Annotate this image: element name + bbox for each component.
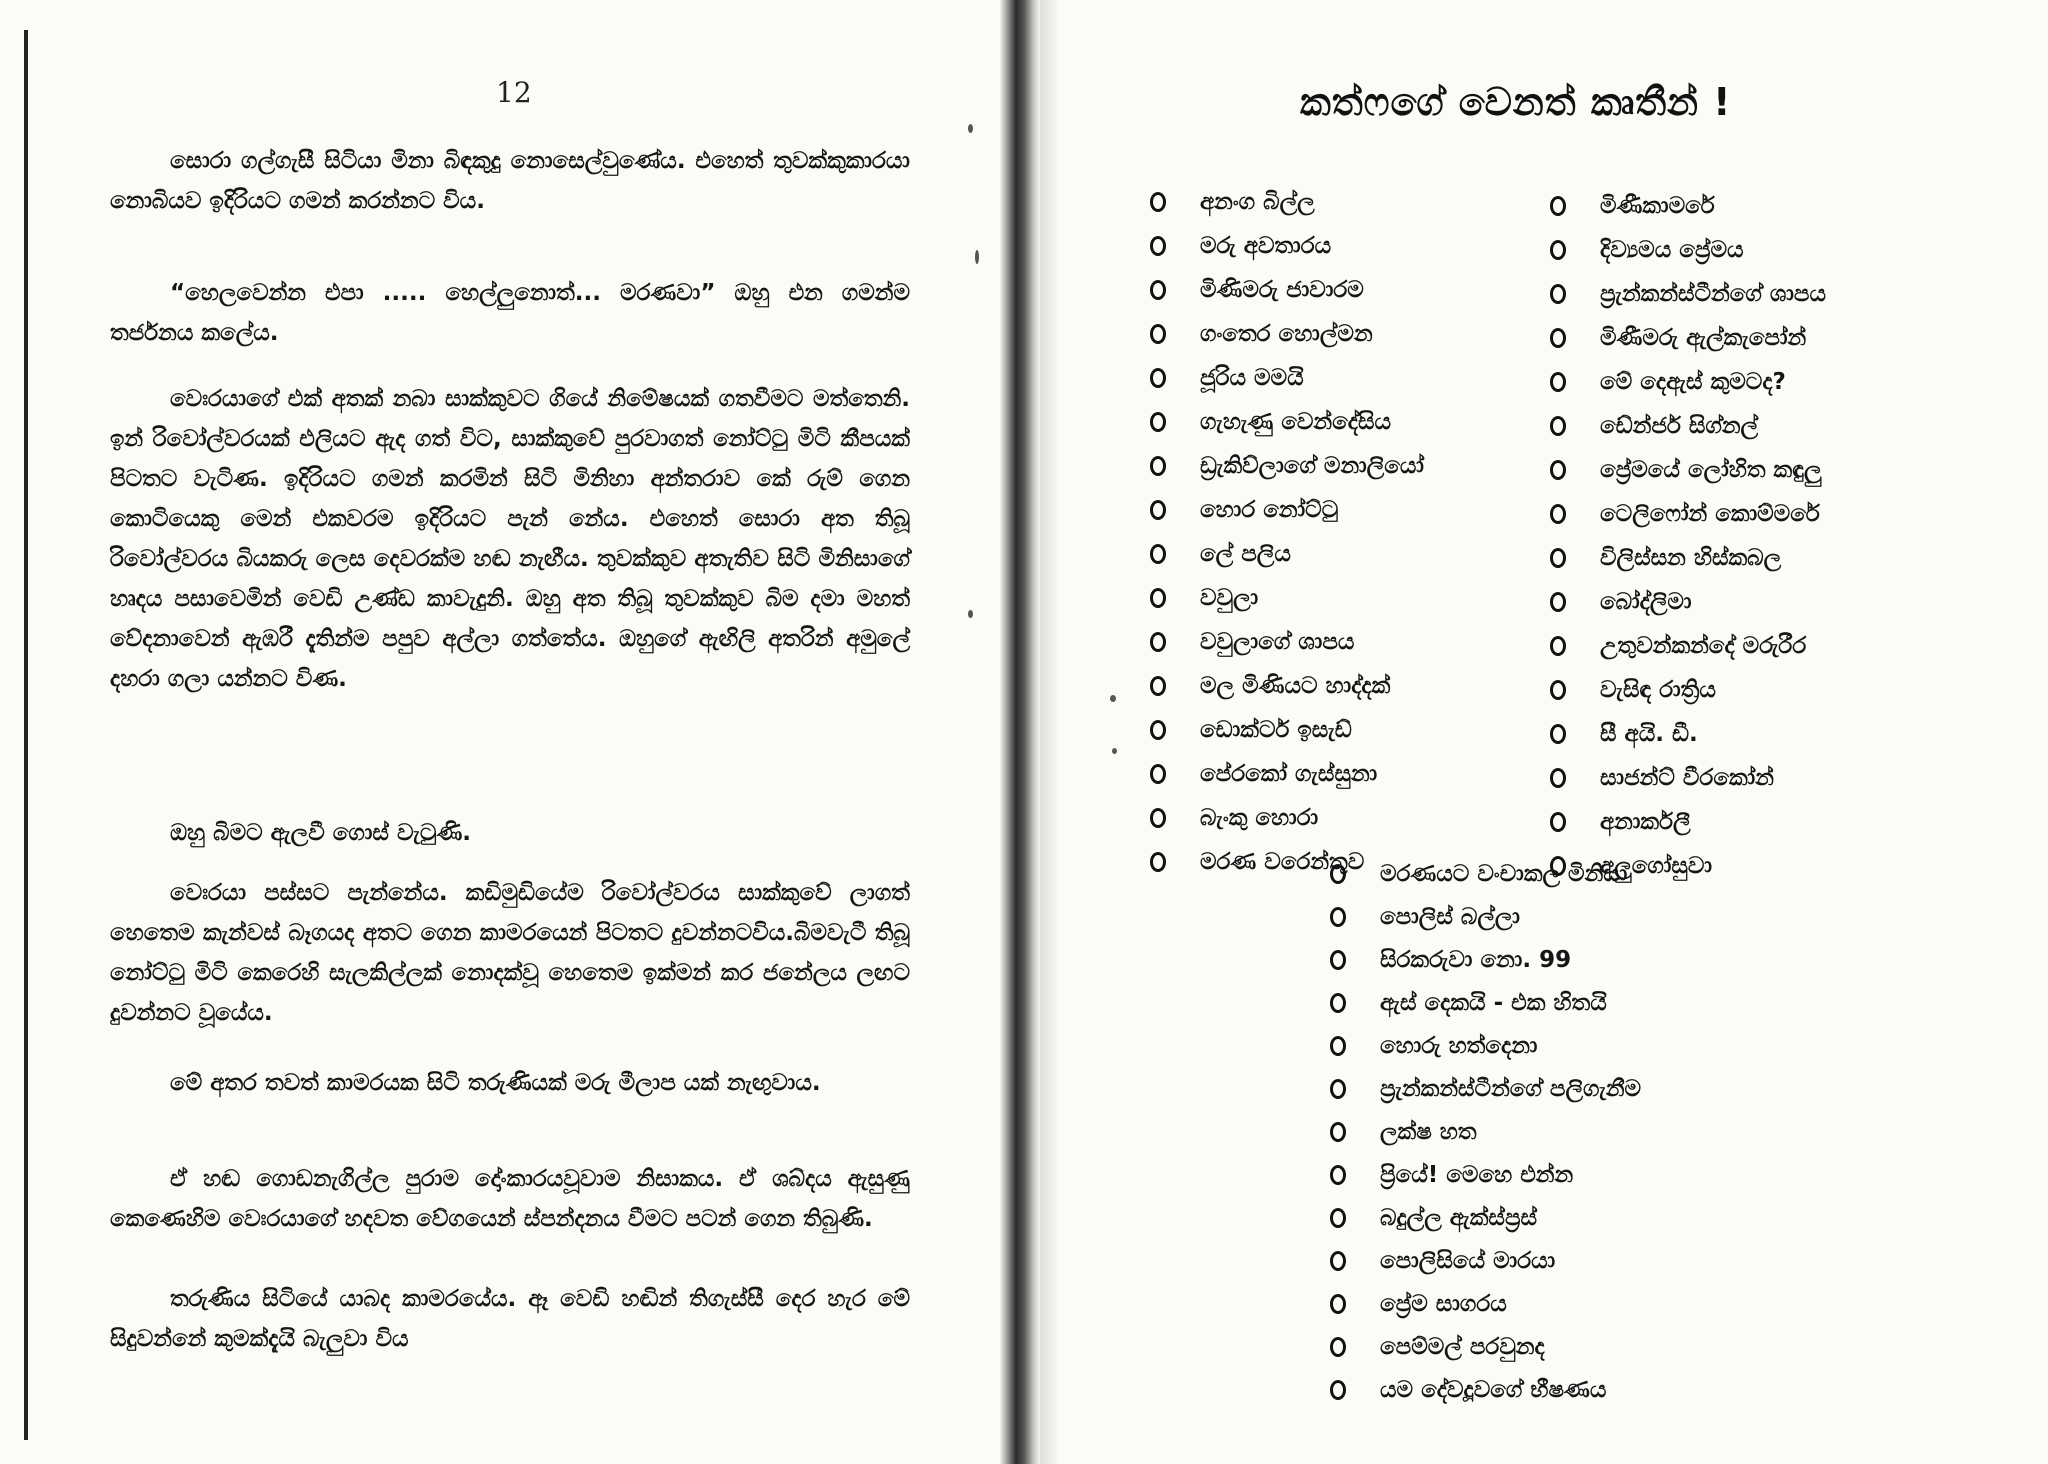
- circle-bullet-icon: [1550, 460, 1566, 480]
- list-item: පේරකෝ ගැස්සුනා: [1150, 752, 1530, 796]
- circle-bullet-icon: [1330, 1251, 1346, 1271]
- list-item: බදුල්ල ඇක්ස්ප්‍රස්: [1330, 1196, 1830, 1239]
- list-item: මිණීකාමරේ: [1550, 184, 1970, 228]
- paragraph-1: සොරා ගල්ගැසී සිටියා මිනා බිඳකුදු නොසෙල්වුණේය. එහෙත් තුවක්කුකාරයා නොබියව ඉදිරියට ගමන් කරන්නට විය.: [110, 148, 910, 214]
- list-item: මල මිණියට හාද්දක්: [1150, 664, 1530, 708]
- paragraph-8: තරුණිය සිටියේ යාබද කාමරයේය. ඈ වෙඩි හඬින් තිගැස්සී දෙර හැර මේ සිදුවන්නේ කුමක්දැයි බැලුවා විය: [110, 1286, 910, 1352]
- circle-bullet-icon: [1330, 1337, 1346, 1357]
- page-edge-line: [24, 30, 28, 1440]
- gutter-shadow: [1040, 0, 1060, 1464]
- list-item: ගැහැණු වෙන්දේසිය: [1150, 400, 1530, 444]
- paragraph-7: ඒ හඬ ගොඩනැගිල්ල පුරාම දෝංකාරයවූවාම නිසාකය. ඒ ශබ්දය ඇසුණු කෙණෙහිම වෙඃරයාගේ හදවත වේගයෙන් ස්පන්දනය වීමට පටන් ගෙන තිබුණි.: [110, 1166, 910, 1232]
- circle-bullet-icon: [1150, 764, 1166, 784]
- scan-speck: [968, 610, 973, 618]
- page-title: කත්ෆගේ වෙනත් කෘතීන් !: [1300, 80, 1732, 124]
- circle-bullet-icon: [1150, 412, 1166, 432]
- circle-bullet-icon: [1150, 368, 1166, 388]
- scan-speck: [1112, 748, 1117, 754]
- scan-speck: [968, 124, 973, 133]
- circle-bullet-icon: [1330, 950, 1346, 970]
- circle-bullet-icon: [1150, 456, 1166, 476]
- circle-bullet-icon: [1330, 1079, 1346, 1099]
- list-item: ප්‍රේම සාගරය: [1330, 1282, 1830, 1325]
- list-item: මරණයට වංචාකල මිනිසා: [1330, 852, 1830, 895]
- page-number: 12: [496, 76, 532, 109]
- list-item: සිරකරුවා නො. 99: [1330, 938, 1830, 981]
- circle-bullet-icon: [1550, 328, 1566, 348]
- circle-bullet-icon: [1150, 544, 1166, 564]
- circle-bullet-icon: [1330, 864, 1346, 884]
- list-item: ප්‍රේමයේ ලෝහිත කඳුලු: [1550, 448, 1970, 492]
- list-item: හොරු හත්දෙනා: [1330, 1024, 1830, 1067]
- list-item: මරණ වරෙන්තුව: [1150, 840, 1530, 884]
- circle-bullet-icon: [1330, 1165, 1346, 1185]
- circle-bullet-icon: [1150, 720, 1166, 740]
- circle-bullet-icon: [1550, 284, 1566, 304]
- circle-bullet-icon: [1330, 907, 1346, 927]
- list-item: වවුලා: [1150, 576, 1530, 620]
- circle-bullet-icon: [1150, 852, 1166, 872]
- circle-bullet-icon: [1550, 680, 1566, 700]
- list-item: මිණීමරු ඇල්කැපෝන්: [1550, 316, 1970, 360]
- list-item: ඩ්‍රැකිව්ලාගේ මනාලියෝ: [1150, 444, 1530, 488]
- circle-bullet-icon: [1330, 1122, 1346, 1142]
- circle-bullet-icon: [1550, 812, 1566, 832]
- circle-bullet-icon: [1550, 548, 1566, 568]
- book-gutter: [1000, 0, 1040, 1464]
- circle-bullet-icon: [1150, 808, 1166, 828]
- list-item: සී අයි. ඩී.: [1550, 712, 1970, 756]
- list-item: ඇස් දෙකයි - එක හිතයි: [1330, 981, 1830, 1024]
- circle-bullet-icon: [1150, 588, 1166, 608]
- list-item: මිණිමරු ජාවාරම: [1150, 268, 1530, 312]
- book-list-column-2: [1550, 184, 1970, 888]
- list-item: මේ දෙඇස් කුමටද?: [1550, 360, 1970, 404]
- list-item: වවුලාගේ ශාපය: [1150, 620, 1530, 664]
- paragraph-2: “හෙලවෙන්න එපා ..... හෙල්ලුනොත්... මරණවා” ඔහු එන ගමන්ම තර්ජනය කලේය.: [110, 280, 910, 346]
- circle-bullet-icon: [1150, 500, 1166, 520]
- circle-bullet-icon: [1150, 676, 1166, 696]
- list-item: අනාර්කලී: [1550, 800, 1970, 844]
- scan-speck: [975, 250, 979, 264]
- circle-bullet-icon: [1550, 724, 1566, 744]
- list-item: ජූරිය මමයි: [1150, 356, 1530, 400]
- paragraph-6: මේ අතර තවත් කාමරයක සිටි තරුණියක් මරු මීලාප යක් නැඟුවාය.: [170, 1070, 821, 1096]
- circle-bullet-icon: [1150, 236, 1166, 256]
- circle-bullet-icon: [1150, 324, 1166, 344]
- circle-bullet-icon: [1330, 1380, 1346, 1400]
- list-item: මරු අවතාරය: [1150, 224, 1530, 268]
- circle-bullet-icon: [1330, 1208, 1346, 1228]
- list-item: ප්‍රැන්කන්ස්ටීන්ගේ පලිගැනීම: [1330, 1067, 1830, 1110]
- list-item: පොලිස් බල්ලා: [1330, 895, 1830, 938]
- circle-bullet-icon: [1330, 1036, 1346, 1056]
- list-item: බැංකු හොරා: [1150, 796, 1530, 840]
- list-item: විලිස්සන හිස්කබල: [1550, 536, 1970, 580]
- list-item: ප්‍රියේ! මෙහෙ එන්න: [1330, 1153, 1830, 1196]
- list-item: පොලිසියේ මාරයා: [1330, 1239, 1830, 1282]
- list-item: ඩොක්ටර් ඉසැඩ්: [1150, 708, 1530, 752]
- circle-bullet-icon: [1550, 592, 1566, 612]
- list-item: අලුගෝසුවා: [1550, 844, 1970, 888]
- circle-bullet-icon: [1150, 280, 1166, 300]
- list-item: ටෙලිෆෝන් කොම්මරේ: [1550, 492, 1970, 536]
- list-item: පෙම්මල් පරවුනද: [1330, 1325, 1830, 1368]
- book-list-column-3: [1330, 852, 1830, 1411]
- circle-bullet-icon: [1550, 372, 1566, 392]
- circle-bullet-icon: [1550, 196, 1566, 216]
- list-item: ලේ පලිය: [1150, 532, 1530, 576]
- list-item: සාජන්ට් වීරකෝන්: [1550, 756, 1970, 800]
- circle-bullet-icon: [1550, 768, 1566, 788]
- list-item: ලක්ෂ හත: [1330, 1110, 1830, 1153]
- circle-bullet-icon: [1150, 192, 1166, 212]
- list-item: ප්‍රැන්කන්ස්ටීන්ගේ ශාපය: [1550, 272, 1970, 316]
- scan-speck: [1110, 695, 1116, 702]
- book-list-column-1: [1150, 180, 1530, 884]
- list-item: උතුවන්කන්දේ මරුරීර: [1550, 624, 1970, 668]
- circle-bullet-icon: [1330, 993, 1346, 1013]
- list-item: වැසිඳ රාත්‍රිය: [1550, 668, 1970, 712]
- circle-bullet-icon: [1550, 416, 1566, 436]
- circle-bullet-icon: [1550, 504, 1566, 524]
- circle-bullet-icon: [1150, 632, 1166, 652]
- list-item: දිව්‍යමය ප්‍රේමය: [1550, 228, 1970, 272]
- list-item: යම දේවදූවගේ භීෂණය: [1330, 1368, 1830, 1411]
- list-item: අනංග බිල්ල: [1150, 180, 1530, 224]
- list-item: හොර නෝට්ටු: [1150, 488, 1530, 532]
- paragraph-5: වෙඃරයා පස්සට පැන්නේය. කඩිමුඩියේම රිවෝල්වරය සාක්කුවේ ලාගත් හෙතෙම කැන්වස් බෑගයද අතට ගෙන කාමරයෙන් පිටතට දුවන්නටවිය.බිමවැටී තිබූ නෝට්ටු මිටි කෙරෙහි සැලකිල්ලක් නොදක්වූ හෙතෙම ඉක්මන් කර ජනේලය ලඟට දුවන්නට වූයේය.: [110, 880, 910, 1026]
- list-item: ඩේන්ජර් සිග්නල්: [1550, 404, 1970, 448]
- circle-bullet-icon: [1550, 240, 1566, 260]
- list-item: බෝද්ලිමා: [1550, 580, 1970, 624]
- paragraph-3: වෙඃරයාගේ එක් අතක් නබා සාක්කුවට ගියේ නිමේෂයක් ගතවීමට මත්තෙනි. ඉන් රිවෝල්වරයක් එලියට ඇද ගත් විට, සාක්කුවේ පුරවාගත් නෝට්ටු මිටි කීපයක් පිටතට වැටිණ. ඉදිරියට ගමන් කරමින් සිටි මිනිහා අන්තරාව කේ රුම් ගෙන කොටියෙකු මෙන් එකවරම ඉදිරියට පැන් නේය. එහෙත් සොරා අත තිබූ රිවෝල්වරය බියකරු ලෙස දෙවරක්ම හඬ නැඟීය. තුවක්කුව අතැතිව සිටි මිනිසාගේ හෘදය පසාවෙමින් වෙඩි උණ්ඩ කාවැදුනි. ඔහු අත තිබූ තුවක්කුව බිම දමා මහත් වේදනාවෙන් ඇඹරී දැතින්ම පපුව අල්ලා ගත්තේය. ඔහුගේ ඇඟිලි අතරින් අමුලේ දහරා ගලා යන්නට විණ.: [110, 386, 910, 692]
- circle-bullet-icon: [1330, 1294, 1346, 1314]
- list-item: ගංතෙර හොල්මන: [1150, 312, 1530, 356]
- paragraph-4: ඔහු බිමට ඇලවී ගොස් වැටුණි.: [170, 820, 472, 846]
- circle-bullet-icon: [1550, 636, 1566, 656]
